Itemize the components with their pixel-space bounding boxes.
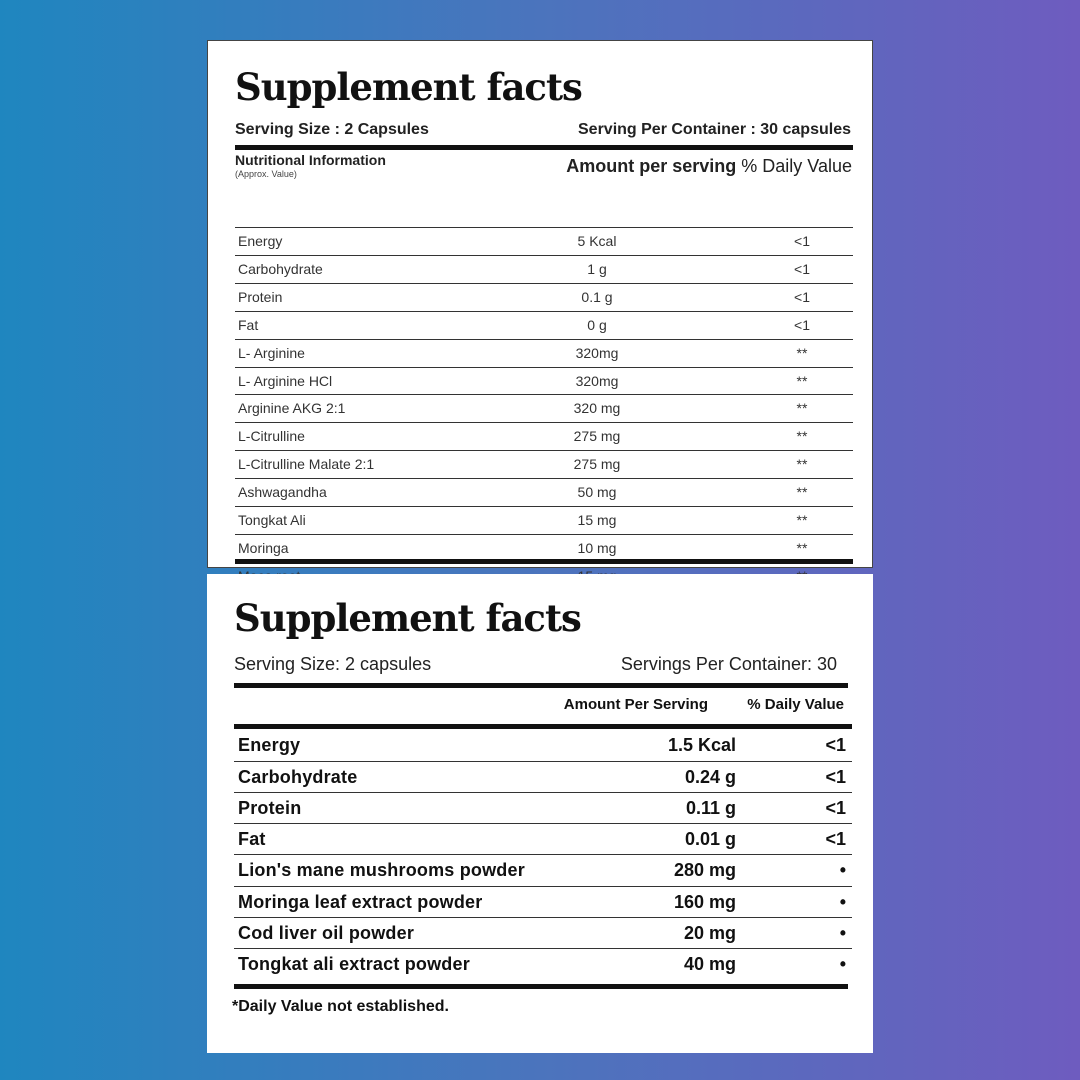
panel-1-header-columns (566, 156, 852, 177)
panel-2-serving-size: Serving Size: 2 capsules (234, 654, 432, 674)
table-row (235, 478, 853, 506)
row-nutrient-name: Cod liver oil powder (238, 922, 415, 943)
row-nutrient-name: Protein (238, 798, 302, 819)
panel-1-title: Supplement facts (235, 65, 582, 109)
row-daily-value: ** (796, 512, 808, 528)
row-daily-value: • (839, 953, 846, 974)
table-row (235, 311, 853, 339)
table-row (234, 886, 852, 917)
row-daily-value: <1 (794, 233, 810, 249)
row-amount: 5 Kcal (577, 233, 617, 249)
row-nutrient-name: Fat (238, 829, 266, 850)
table-row (235, 506, 853, 534)
row-amount: 275 mg (573, 428, 621, 445)
row-daily-value: • (839, 891, 846, 912)
table-row (234, 854, 852, 885)
row-daily-value: ** (796, 344, 808, 361)
row-daily-value: • (839, 922, 846, 943)
row-nutrient-name: L- Arginine HCl (238, 372, 333, 389)
table-row (235, 367, 853, 395)
panel-1-servings-per-container: Serving Per Container : 30 capsules (578, 121, 851, 138)
row-amount: 50 mg (577, 484, 617, 501)
row-amount: 320mg (575, 344, 619, 361)
row-nutrient-name: Lion's mane mushrooms powder (238, 860, 525, 881)
row-nutrient-name: Moringa (238, 539, 289, 556)
row-daily-value: <1 (825, 798, 846, 819)
table-row (234, 730, 852, 761)
row-daily-value: <1 (794, 260, 810, 277)
table-row (235, 283, 853, 311)
row-nutrient-name: L-Citrulline Malate 2:1 (238, 456, 375, 473)
row-nutrient-name: Ashwagandha (238, 484, 327, 501)
panel-1-header-nutrition (235, 152, 386, 179)
row-nutrient-name: L- Arginine (238, 344, 305, 361)
row-amount: 20 mg (683, 922, 736, 943)
row-amount: 40 mg (683, 953, 736, 974)
panel-2-footnote: *Daily Value not established. (232, 998, 449, 1015)
row-daily-value: <1 (825, 829, 846, 850)
panel-2-servings-per-container: Servings Per Container: 30 (620, 654, 837, 674)
panel-1-header-nutrition-label: Nutritional Information (235, 152, 386, 168)
table-row (234, 792, 852, 823)
table-row (235, 227, 853, 255)
row-daily-value: <1 (825, 735, 846, 755)
supplement-facts-panel-2 (207, 574, 873, 1053)
table-row (234, 948, 852, 979)
row-nutrient-name: Fat (238, 316, 259, 333)
table-row (234, 917, 852, 948)
table-row (234, 823, 852, 854)
row-amount: 280 mg (673, 860, 736, 881)
row-daily-value: <1 (794, 288, 810, 305)
table-row (235, 394, 853, 422)
row-daily-value: • (839, 860, 846, 881)
row-amount: 320mg (575, 372, 619, 389)
row-amount: 0.01 g (684, 829, 736, 850)
supplement-facts-panel-1 (207, 40, 873, 568)
row-daily-value: ** (796, 484, 808, 501)
row-amount: 0.1 g (581, 288, 613, 305)
row-amount: 0.24 g (684, 767, 736, 788)
row-amount: 10 mg (577, 539, 617, 556)
table-row (235, 255, 853, 283)
row-daily-value: <1 (794, 316, 810, 333)
panel-1-thick-rule-top (235, 145, 853, 150)
row-amount: 320 mg (573, 400, 621, 417)
table-row (235, 534, 853, 562)
table-row (235, 339, 853, 367)
table-row (235, 422, 853, 450)
row-amount: 15 mg (577, 512, 617, 528)
table-row (234, 761, 852, 792)
row-nutrient-name: Energy (238, 233, 283, 249)
row-daily-value: ** (796, 400, 808, 417)
row-amount: 0.11 g (685, 798, 736, 819)
panel-2-title: Supplement facts (234, 596, 581, 640)
panel-2-header-dv: % Daily Value (747, 696, 844, 713)
row-amount: 0 g (587, 316, 607, 333)
row-nutrient-name: Arginine AKG 2:1 (238, 400, 346, 417)
panel-1-thick-rule-bottom (235, 559, 853, 564)
row-nutrient-name: Carbohydrate (238, 260, 323, 277)
row-daily-value: ** (796, 372, 808, 389)
row-daily-value: <1 (825, 767, 846, 788)
row-amount: 1 g (587, 260, 607, 277)
panel-1-header-approx-label: (Approx. Value) (235, 169, 297, 179)
panel-1-header-amount: Amount per serving (566, 156, 737, 176)
row-daily-value: ** (796, 539, 808, 556)
row-nutrient-name: Tongkat ali extract powder (238, 953, 470, 974)
row-nutrient-name: Energy (238, 735, 301, 755)
row-amount: 1.5 Kcal (667, 735, 736, 755)
row-nutrient-name: Carbohydrate (238, 767, 358, 788)
panel-1-header-dv: % Daily Value (741, 156, 852, 176)
panel-2-thick-rule-bottom (234, 984, 848, 989)
row-nutrient-name: Moringa leaf extract powder (238, 891, 483, 912)
panel-1-serving-size: Serving Size : 2 Capsules (235, 121, 429, 138)
row-nutrient-name: Tongkat Ali (238, 512, 306, 528)
row-amount: 160 mg (673, 891, 736, 912)
panel-2-serving-info (234, 654, 837, 675)
table-row (235, 450, 853, 478)
row-amount: 275 mg (573, 456, 621, 473)
row-daily-value: ** (796, 428, 808, 445)
row-nutrient-name: Protein (238, 288, 283, 305)
row-daily-value: ** (796, 456, 808, 473)
panel-1-serving-info (235, 121, 851, 139)
panel-2-thick-rule-top (234, 683, 848, 688)
panel-2-thick-rule-mid (234, 724, 852, 729)
row-nutrient-name: L-Citrulline (238, 428, 305, 445)
panel-2-header-amount: Amount Per Serving (563, 696, 708, 713)
